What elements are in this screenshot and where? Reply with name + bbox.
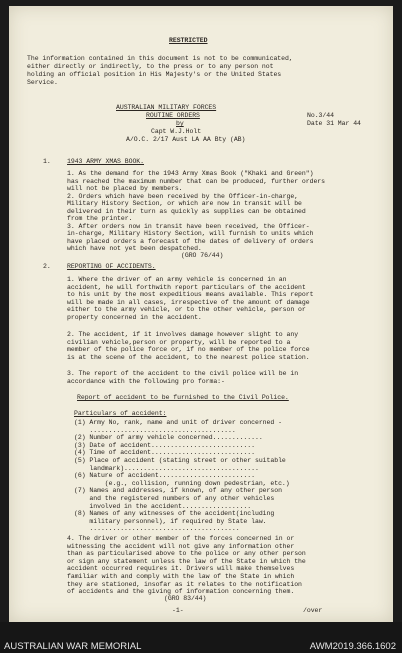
text-line: (8) Names of any witnesses of the accident(including xyxy=(74,510,275,518)
text-line: ...................................... xyxy=(74,426,236,434)
notice-line: The information contained in this document is not to be communicated, xyxy=(27,55,293,62)
text-line: familiar with and comply with the law of the State in which xyxy=(67,573,295,580)
text-line: either to the army vehicle, or to the other vehicle, person or xyxy=(67,306,306,314)
text-line: have placed orders a forecast of the dates of delivery of orders xyxy=(67,237,314,245)
order-date: Date 31 Mar 44 xyxy=(307,120,361,127)
text-line: which have not yet been despatched. xyxy=(67,245,202,252)
text-line: member of the police force or, if no member of the police force xyxy=(67,346,310,354)
text-line: they are stationed, insofar as it relates to the notification xyxy=(67,580,302,588)
restricted-heading: RESTRICTED xyxy=(169,37,208,44)
document-page xyxy=(9,6,393,622)
section-title: 1943 ARMY XMAS BOOK. xyxy=(67,158,145,165)
text-line: (2) Number of army vehicle concerned............. xyxy=(74,434,263,442)
over-label: /over xyxy=(303,607,323,614)
section-title: REPORTING OF ACCIDENTS. xyxy=(67,263,156,270)
section-number: 2. xyxy=(43,263,51,270)
text-line: witnessing the accident will not give any information other xyxy=(67,542,295,550)
text-line: delivered in their turn as quickly as supplies can be obtained xyxy=(67,207,306,215)
text-line: (e.g., collision, running down pedestrian, etc.) xyxy=(74,479,290,487)
text-line: accident, he will forthwith report particulars of the accident xyxy=(67,283,306,291)
text-line: is at the scene of the accident, to the nearest police station. xyxy=(67,353,310,361)
text-line: (4) Time of accident........................... xyxy=(74,449,255,457)
footer-id: AWM2019.366.1602 xyxy=(309,641,396,652)
unit-name: A/O.C. 2/17 Aust LA AA Bty (AB) xyxy=(126,136,246,143)
text-line: than as particularised above to the police or any other person xyxy=(67,550,306,558)
footer-bar xyxy=(0,622,402,653)
footer-source: AUSTRALIAN WAR MEMORIAL xyxy=(4,641,142,652)
text-line: and the registered numbers of any other vehicles xyxy=(74,495,275,502)
text-line: (7) Names and addresses, if known, of any other person xyxy=(74,487,282,495)
section-number: 1. xyxy=(43,158,51,165)
notice-line: Service. xyxy=(27,79,58,86)
text-line: or sign any statement unless the law of the State in which the xyxy=(67,557,306,565)
text-line: civilian vehicle,person or property, will be reported to a xyxy=(67,338,291,346)
section-ref: (GRO 76/44) xyxy=(181,252,224,259)
text-line: landmark)................................... xyxy=(74,464,259,472)
text-line: will be made in all cases, irrespective of the amount of damage xyxy=(67,298,310,306)
text-line: has reached the maximum number that can be produced, further orders xyxy=(67,177,325,185)
text-line: 3. After orders now in transit have been received, the Officer- xyxy=(67,222,310,230)
by-label: by xyxy=(176,120,184,127)
text-line: property concerned in the accident. xyxy=(67,314,202,321)
text-line: 4. The driver or other member of the forces concerned in or xyxy=(67,535,295,542)
text-line: (3) Date of accident........................... xyxy=(74,441,255,449)
text-line: 3. The report of the accident to the civil police will be in xyxy=(67,370,299,377)
text-line: 2. The accident, if it involves damage however slight to any xyxy=(67,331,299,338)
text-line: Military History Section, or which are now in transit will be xyxy=(67,200,302,207)
text-line: 1. As the demand for the 1943 Army Xmas Book ("Khaki and Green") xyxy=(67,170,314,177)
text-line: (5) Place of accident (stating street or other suitable xyxy=(74,457,286,464)
text-line: involved in the accident.................. xyxy=(74,502,252,510)
report-title: Report of accident to be furnished to the Civil Police. xyxy=(77,394,289,401)
text-line: accident occurred requires it. Drivers will make themselves xyxy=(67,565,295,573)
captain-name: Capt W.J.Holt xyxy=(151,128,202,135)
orders-title: ROUTINE ORDERS xyxy=(146,112,200,119)
text-line: of accidents and the giving of information concerning them. xyxy=(67,588,295,596)
order-number: No.3/44 xyxy=(307,112,334,119)
notice-line: holding an official position in His Majesty's or the United States xyxy=(27,71,282,78)
text-line: accordance with the following pro forma:- xyxy=(67,377,225,385)
org-title: AUSTRALIAN MILITARY FORCES xyxy=(116,104,217,111)
text-line: ....................................... xyxy=(74,525,240,533)
page-number: -1- xyxy=(172,607,184,614)
section-ref: (GRO 83/44) xyxy=(164,595,207,602)
notice-line: either directly or indirectly, to the press or to any person not xyxy=(27,63,274,70)
text-line: (6) Nature of accident......................... xyxy=(74,472,255,480)
text-line: from the printer. xyxy=(67,215,133,222)
text-line: in-charge, Military History Section, will furnish to units which xyxy=(67,230,314,237)
text-line: to his unit by the most expeditious means available. This report xyxy=(67,291,314,299)
text-line: will not be placed by members. xyxy=(67,185,183,192)
text-line: 1. Where the driver of an army vehicle is concerned in an xyxy=(67,276,287,283)
text-line: 2. Orders which have been received by the Officer-in-charge, xyxy=(67,192,299,200)
text-line: military personnel), if required by State law. xyxy=(74,517,267,525)
particulars-title: Particulars of accident: xyxy=(74,410,167,417)
text-line: (1) Army No, rank, name and unit of driver concerned - xyxy=(74,419,282,426)
